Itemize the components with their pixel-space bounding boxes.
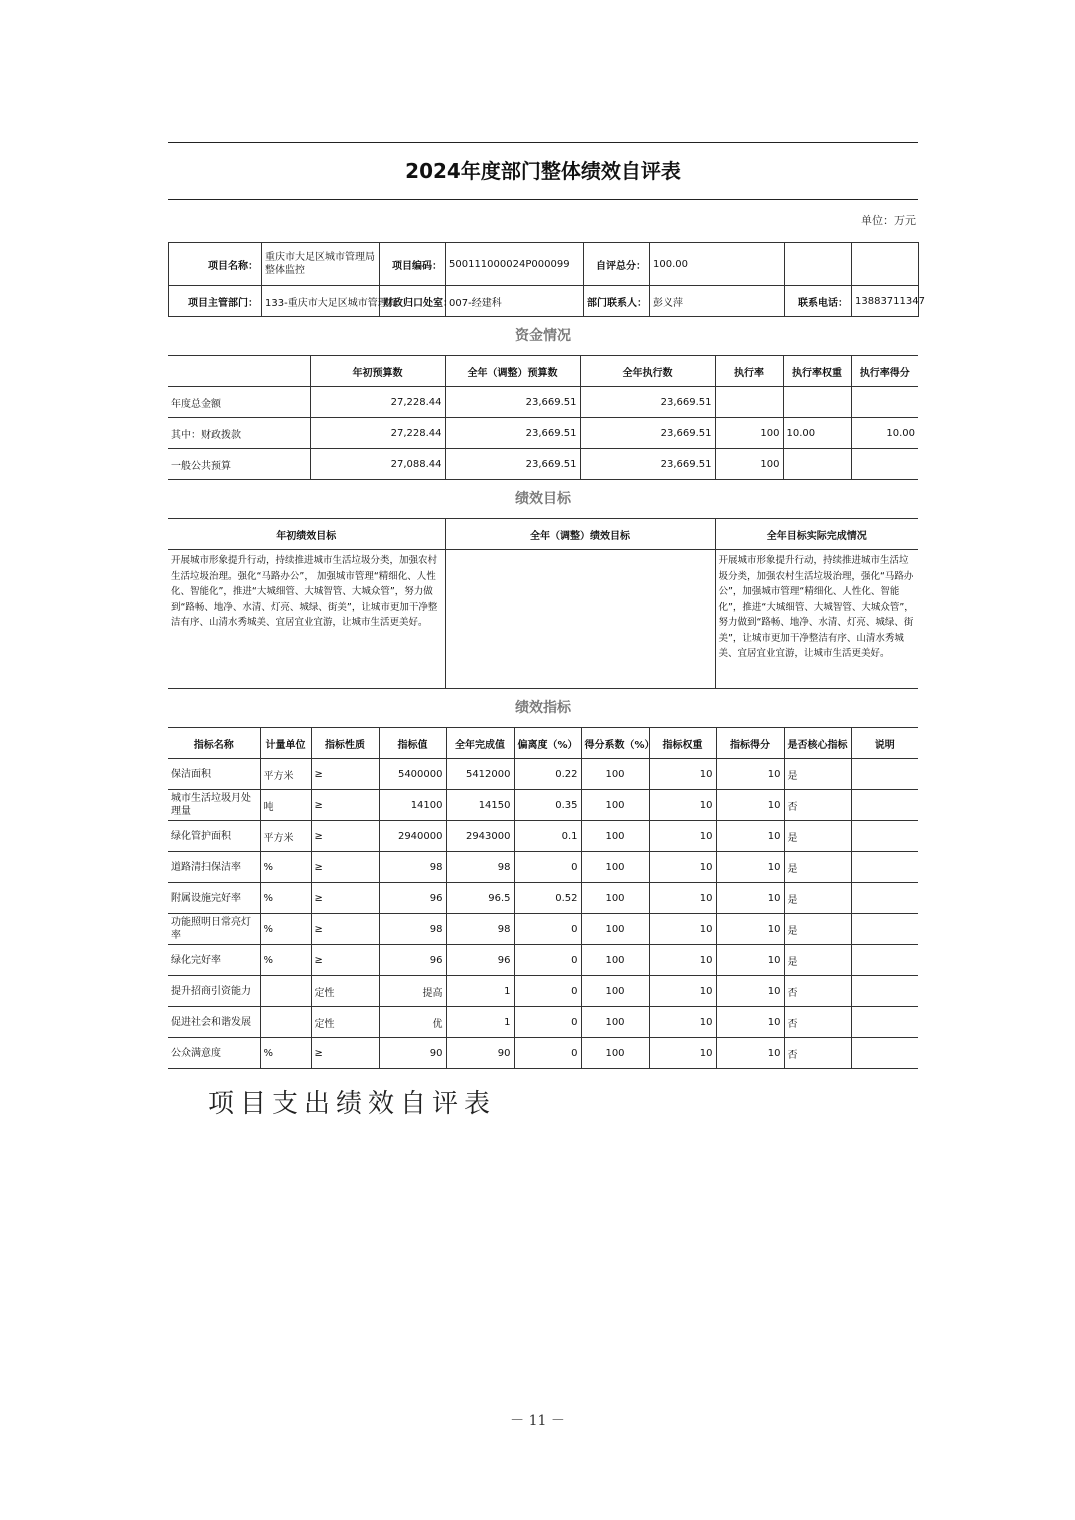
indicator-header-cell: 说明 bbox=[851, 728, 918, 759]
phone-value: 13883711347 bbox=[852, 286, 919, 317]
initial-goal-text: 开展城市形象提升行动，持续推进城市生活垃圾分类，加强农村生活垃圾治理。强化“马路办公”， 加强城市管理“精细化、人性化、智能化”，推进“大城细管、大城智管、大城众管”，努力做到“路畅、地净、水清、灯亮、城绿、街美”，让城市更加干净整洁有序、山清水秀城美、宜居宜业宜游，让城市生活更美好。 bbox=[168, 550, 445, 689]
indicator-cell: 10 bbox=[649, 759, 716, 790]
indicator-cell: 96 bbox=[446, 945, 514, 976]
indicator-cell: 保洁面积 bbox=[168, 759, 260, 790]
funds-header-cell: 执行率权重 bbox=[783, 356, 851, 387]
indicator-cell: ≥ bbox=[311, 759, 379, 790]
goals-table bbox=[168, 518, 918, 689]
funds-cell: 23,669.51 bbox=[580, 449, 715, 480]
blank-cell bbox=[785, 243, 852, 286]
indicator-cell: 14100 bbox=[379, 790, 446, 821]
indicator-cell: 定性 bbox=[311, 1007, 379, 1038]
indicator-cell: 90 bbox=[379, 1038, 446, 1069]
project-name-label: 项目名称： bbox=[169, 243, 262, 286]
funds-cell: 23,669.51 bbox=[580, 418, 715, 449]
indicator-cell: 100 bbox=[581, 821, 649, 852]
score-value: 100.00 bbox=[650, 243, 785, 286]
indicator-cell: 10 bbox=[716, 821, 784, 852]
indicator-header-cell: 全年完成值 bbox=[446, 728, 514, 759]
funds-cell bbox=[783, 387, 851, 418]
indicator-cell: ≥ bbox=[311, 883, 379, 914]
indicator-cell: 10 bbox=[649, 790, 716, 821]
indicator-cell: 96 bbox=[379, 945, 446, 976]
funds-cell: 10.00 bbox=[783, 418, 851, 449]
indicator-cell: 14150 bbox=[446, 790, 514, 821]
indicator-cell: 10 bbox=[649, 852, 716, 883]
indicator-cell: % bbox=[260, 945, 311, 976]
indicator-cell: 吨 bbox=[260, 790, 311, 821]
indicator-cell: 100 bbox=[581, 759, 649, 790]
indicator-cell: 是 bbox=[784, 759, 851, 790]
goals-header-cell: 全年（调整）绩效目标 bbox=[445, 519, 715, 550]
funds-cell: 100 bbox=[715, 418, 783, 449]
indicator-cell: 10 bbox=[649, 821, 716, 852]
funds-cell: 其中：财政拨款 bbox=[168, 418, 310, 449]
indicator-cell: 是 bbox=[784, 821, 851, 852]
indicator-cell: 0 bbox=[514, 852, 581, 883]
indicator-cell: 是 bbox=[784, 852, 851, 883]
indicator-cell: 附属设施完好率 bbox=[168, 883, 260, 914]
indicator-cell: 100 bbox=[581, 1038, 649, 1069]
indicator-cell: 提升招商引资能力 bbox=[168, 976, 260, 1007]
indicators-header-row bbox=[168, 728, 918, 759]
indicator-row bbox=[168, 914, 918, 945]
goals-section-title: 绩效目标 bbox=[515, 491, 571, 507]
indicator-row bbox=[168, 790, 918, 821]
indicator-cell: 0 bbox=[514, 1007, 581, 1038]
indicator-header-cell: 指标权重 bbox=[649, 728, 716, 759]
indicators-body bbox=[168, 759, 918, 1069]
indicator-cell: 96.5 bbox=[446, 883, 514, 914]
indicator-cell: 1 bbox=[446, 976, 514, 1007]
goals-header-row bbox=[168, 519, 918, 550]
indicator-cell: % bbox=[260, 883, 311, 914]
funds-cell bbox=[851, 387, 918, 418]
funds-header-row bbox=[168, 356, 918, 387]
indicator-cell: 10 bbox=[716, 759, 784, 790]
indicator-cell: 10 bbox=[716, 852, 784, 883]
indicator-cell bbox=[851, 976, 918, 1007]
indicator-cell: 10 bbox=[716, 883, 784, 914]
funds-table bbox=[168, 355, 918, 480]
indicator-header-cell: 偏离度（%） bbox=[514, 728, 581, 759]
indicator-cell: 否 bbox=[784, 1007, 851, 1038]
indicator-cell: 10 bbox=[649, 914, 716, 945]
funds-row bbox=[168, 449, 918, 480]
indicators-section-title: 绩效指标 bbox=[515, 700, 571, 716]
page-number: － 11 － bbox=[510, 1413, 565, 1429]
indicator-cell: 10 bbox=[649, 883, 716, 914]
indicator-row bbox=[168, 852, 918, 883]
indicator-cell: 绿化管护面积 bbox=[168, 821, 260, 852]
funds-cell: 10.00 bbox=[851, 418, 918, 449]
indicator-cell bbox=[851, 790, 918, 821]
indicator-cell: 98 bbox=[379, 852, 446, 883]
dept-label: 项目主管部门： bbox=[169, 286, 262, 317]
funds-cell: 27,088.44 bbox=[310, 449, 445, 480]
indicator-cell: 0 bbox=[514, 914, 581, 945]
indicator-cell: 100 bbox=[581, 914, 649, 945]
indicator-cell: 5412000 bbox=[446, 759, 514, 790]
indicator-cell: 2943000 bbox=[446, 821, 514, 852]
goals-body-row bbox=[168, 550, 918, 689]
indicator-cell: ≥ bbox=[311, 790, 379, 821]
funds-cell: 100 bbox=[715, 449, 783, 480]
contact-label: 部门联系人： bbox=[584, 286, 650, 317]
funds-header-cell bbox=[168, 356, 310, 387]
funds-cell: 23,669.51 bbox=[445, 449, 580, 480]
funds-row bbox=[168, 387, 918, 418]
indicator-cell: 功能照明日常亮灯率 bbox=[168, 914, 260, 945]
indicator-cell bbox=[851, 945, 918, 976]
indicator-header-cell: 得分系数（%） bbox=[581, 728, 649, 759]
funds-cell bbox=[851, 449, 918, 480]
indicator-cell bbox=[851, 821, 918, 852]
project-name-value: 重庆市大足区城市管理局整体监控 bbox=[262, 243, 380, 286]
indicator-cell bbox=[851, 1007, 918, 1038]
indicator-cell: 10 bbox=[716, 790, 784, 821]
indicator-cell bbox=[851, 883, 918, 914]
indicator-cell: 100 bbox=[581, 976, 649, 1007]
indicator-cell: 0.35 bbox=[514, 790, 581, 821]
indicator-cell: 5400000 bbox=[379, 759, 446, 790]
indicator-cell: 10 bbox=[649, 1007, 716, 1038]
indicator-cell: ≥ bbox=[311, 1038, 379, 1069]
indicator-cell: 提高 bbox=[379, 976, 446, 1007]
indicator-cell: ≥ bbox=[311, 852, 379, 883]
indicator-cell: 定性 bbox=[311, 976, 379, 1007]
project-code-label: 项目编码： bbox=[380, 243, 446, 286]
indicator-cell bbox=[260, 976, 311, 1007]
funds-row bbox=[168, 418, 918, 449]
indicator-cell: 是 bbox=[784, 945, 851, 976]
indicator-cell: 100 bbox=[581, 852, 649, 883]
indicator-cell: 0.1 bbox=[514, 821, 581, 852]
funds-cell: 23,669.51 bbox=[580, 387, 715, 418]
indicator-cell: 10 bbox=[649, 945, 716, 976]
indicator-cell: 道路清扫保洁率 bbox=[168, 852, 260, 883]
indicator-cell: 100 bbox=[581, 945, 649, 976]
adjusted-goal-text bbox=[445, 550, 715, 689]
indicator-cell: 98 bbox=[446, 914, 514, 945]
indicator-cell: 否 bbox=[784, 976, 851, 1007]
indicator-cell: 10 bbox=[716, 945, 784, 976]
indicator-cell bbox=[851, 1038, 918, 1069]
indicator-cell: 促进社会和谐发展 bbox=[168, 1007, 260, 1038]
next-section-heading: 项目支出绩效自评表 bbox=[208, 1089, 497, 1119]
funds-cell bbox=[715, 387, 783, 418]
indicator-cell: 是 bbox=[784, 914, 851, 945]
indicator-cell: 1 bbox=[446, 1007, 514, 1038]
indicator-cell: 10 bbox=[716, 914, 784, 945]
indicator-cell: 0 bbox=[514, 1038, 581, 1069]
funds-header-cell: 执行率 bbox=[715, 356, 783, 387]
funds-cell: 23,669.51 bbox=[445, 418, 580, 449]
actual-completion-text: 开展城市形象提升行动，持续推进城市生活垃圾分类，加强农村生活垃圾治理，强化“马路办公”，加强城市管理“精细化、人性化、智能化”，推进“大城细管、大城智管、大城众管”，努力做到“路畅、地净、水清、灯亮、城绿、街美”，让城市更加干净整洁有序、山清水秀城美、宜居宜业宜游，让城市生活更美好。 bbox=[715, 550, 918, 689]
funds-section-title: 资金情况 bbox=[515, 328, 571, 344]
indicator-row bbox=[168, 945, 918, 976]
blank-cell bbox=[852, 243, 919, 286]
indicator-cell: 100 bbox=[581, 790, 649, 821]
indicator-header-cell: 是否核心指标 bbox=[784, 728, 851, 759]
indicator-cell: ≥ bbox=[311, 821, 379, 852]
indicator-cell bbox=[851, 759, 918, 790]
unit-label: 单位：万元 bbox=[861, 214, 916, 227]
funds-header-cell: 年初预算数 bbox=[310, 356, 445, 387]
indicator-cell: 10 bbox=[649, 976, 716, 1007]
indicator-cell: % bbox=[260, 1038, 311, 1069]
funds-header-cell: 全年执行数 bbox=[580, 356, 715, 387]
indicator-cell: % bbox=[260, 852, 311, 883]
office-value: 007-经建科 bbox=[446, 286, 584, 317]
funds-header-cell: 执行率得分 bbox=[851, 356, 918, 387]
office-label: 财政归口处室： bbox=[380, 286, 446, 317]
indicator-row bbox=[168, 1007, 918, 1038]
indicator-cell bbox=[851, 914, 918, 945]
goals-header-cell: 全年目标实际完成情况 bbox=[715, 519, 918, 550]
indicator-header-cell: 计量单位 bbox=[260, 728, 311, 759]
indicator-cell bbox=[260, 1007, 311, 1038]
indicator-cell bbox=[851, 852, 918, 883]
indicator-row bbox=[168, 759, 918, 790]
indicator-cell: 公众满意度 bbox=[168, 1038, 260, 1069]
info-row-2 bbox=[169, 286, 919, 317]
funds-header-cell: 全年（调整）预算数 bbox=[445, 356, 580, 387]
indicator-cell: 0.52 bbox=[514, 883, 581, 914]
indicator-cell: 0 bbox=[514, 945, 581, 976]
phone-label: 联系电话： bbox=[785, 286, 852, 317]
indicator-cell: 否 bbox=[784, 790, 851, 821]
indicator-cell: 90 bbox=[446, 1038, 514, 1069]
score-label: 自评总分： bbox=[584, 243, 650, 286]
indicator-cell: 10 bbox=[716, 1007, 784, 1038]
project-code-value: 500111000024P000099 bbox=[446, 243, 584, 286]
indicator-cell: 0.22 bbox=[514, 759, 581, 790]
indicator-cell: 10 bbox=[716, 976, 784, 1007]
info-row-1 bbox=[169, 243, 919, 286]
indicator-header-cell: 指标得分 bbox=[716, 728, 784, 759]
funds-cell: 23,669.51 bbox=[445, 387, 580, 418]
indicator-cell: 96 bbox=[379, 883, 446, 914]
indicator-cell: 平方米 bbox=[260, 821, 311, 852]
indicator-row bbox=[168, 883, 918, 914]
indicator-cell: 城市生活垃圾月处理量 bbox=[168, 790, 260, 821]
funds-cell: 27,228.44 bbox=[310, 418, 445, 449]
funds-cell: 一般公共预算 bbox=[168, 449, 310, 480]
funds-cell bbox=[783, 449, 851, 480]
indicator-header-cell: 指标值 bbox=[379, 728, 446, 759]
indicator-cell: 否 bbox=[784, 1038, 851, 1069]
contact-value: 彭义萍 bbox=[650, 286, 785, 317]
indicator-cell: 10 bbox=[716, 1038, 784, 1069]
indicator-cell: 10 bbox=[649, 1038, 716, 1069]
funds-cell: 年度总金额 bbox=[168, 387, 310, 418]
indicator-cell: 是 bbox=[784, 883, 851, 914]
project-info-table bbox=[168, 242, 925, 317]
indicator-cell: 98 bbox=[446, 852, 514, 883]
indicator-cell: 2940000 bbox=[379, 821, 446, 852]
funds-cell: 27,228.44 bbox=[310, 387, 445, 418]
indicator-header-cell: 指标性质 bbox=[311, 728, 379, 759]
goals-header-cell: 年初绩效目标 bbox=[168, 519, 445, 550]
indicator-cell: ≥ bbox=[311, 914, 379, 945]
page-title: 2024年度部门整体绩效自评表 bbox=[405, 159, 681, 183]
indicator-row bbox=[168, 1038, 918, 1069]
indicator-cell: 0 bbox=[514, 976, 581, 1007]
indicator-cell: 98 bbox=[379, 914, 446, 945]
indicators-table bbox=[168, 727, 918, 1069]
indicator-cell: 100 bbox=[581, 1007, 649, 1038]
dept-value: 133-重庆市大足区城市管理局 bbox=[262, 286, 380, 317]
indicator-cell: 平方米 bbox=[260, 759, 311, 790]
indicator-cell: 绿化完好率 bbox=[168, 945, 260, 976]
indicator-row bbox=[168, 976, 918, 1007]
indicator-header-cell: 指标名称 bbox=[168, 728, 260, 759]
indicator-cell: ≥ bbox=[311, 945, 379, 976]
indicator-cell: 优 bbox=[379, 1007, 446, 1038]
indicator-row bbox=[168, 821, 918, 852]
indicator-cell: % bbox=[260, 914, 311, 945]
evaluation-sheet bbox=[168, 142, 925, 1069]
indicator-cell: 100 bbox=[581, 883, 649, 914]
